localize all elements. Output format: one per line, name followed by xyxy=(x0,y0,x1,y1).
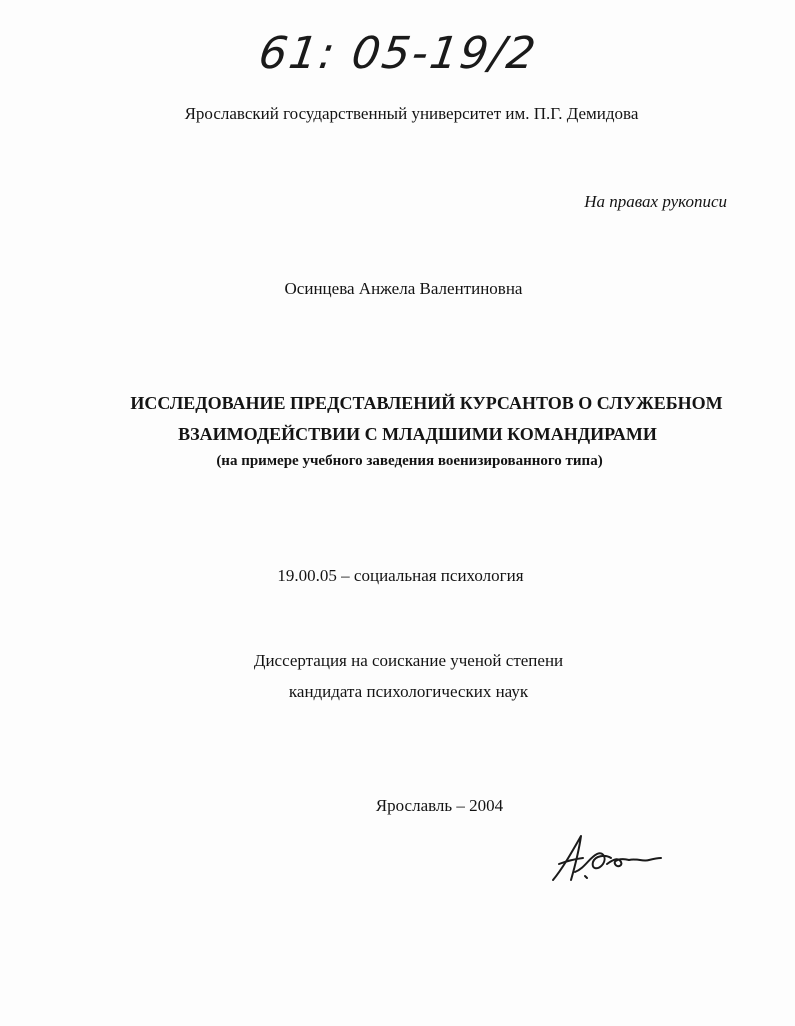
specialty-code: 19.00.05 – социальная психология xyxy=(277,566,524,585)
degree-line-2: кандидата психологических наук xyxy=(288,682,529,701)
manuscript-note: На правах рукописи xyxy=(584,192,727,211)
university-name: Ярославский государственный университет им. П.Г. Демидова xyxy=(184,104,639,123)
degree-line-1: Диссертация на соискание ученой степени xyxy=(253,651,564,670)
dissertation-subtitle: (на примере учебного заведения военизированного типа) xyxy=(216,453,603,469)
city-year: Ярославль – 2004 xyxy=(375,796,504,815)
dissertation-title-line-1: ИССЛЕДОВАНИЕ ПРЕДСТАВЛЕНИЙ КУРСАНТОВ О СЛУЖЕБНОМ xyxy=(130,393,723,413)
dissertation-title-line-2: ВЗАИМОДЕЙСТВИИ С МЛАДШИМИ КОМАНДИРАМИ xyxy=(178,424,657,444)
handwritten-signature-icon xyxy=(545,828,665,890)
handwritten-archive-code: 61: 05-19/2 xyxy=(255,28,541,79)
author-name: Осинцева Анжела Валентиновна xyxy=(284,279,523,298)
